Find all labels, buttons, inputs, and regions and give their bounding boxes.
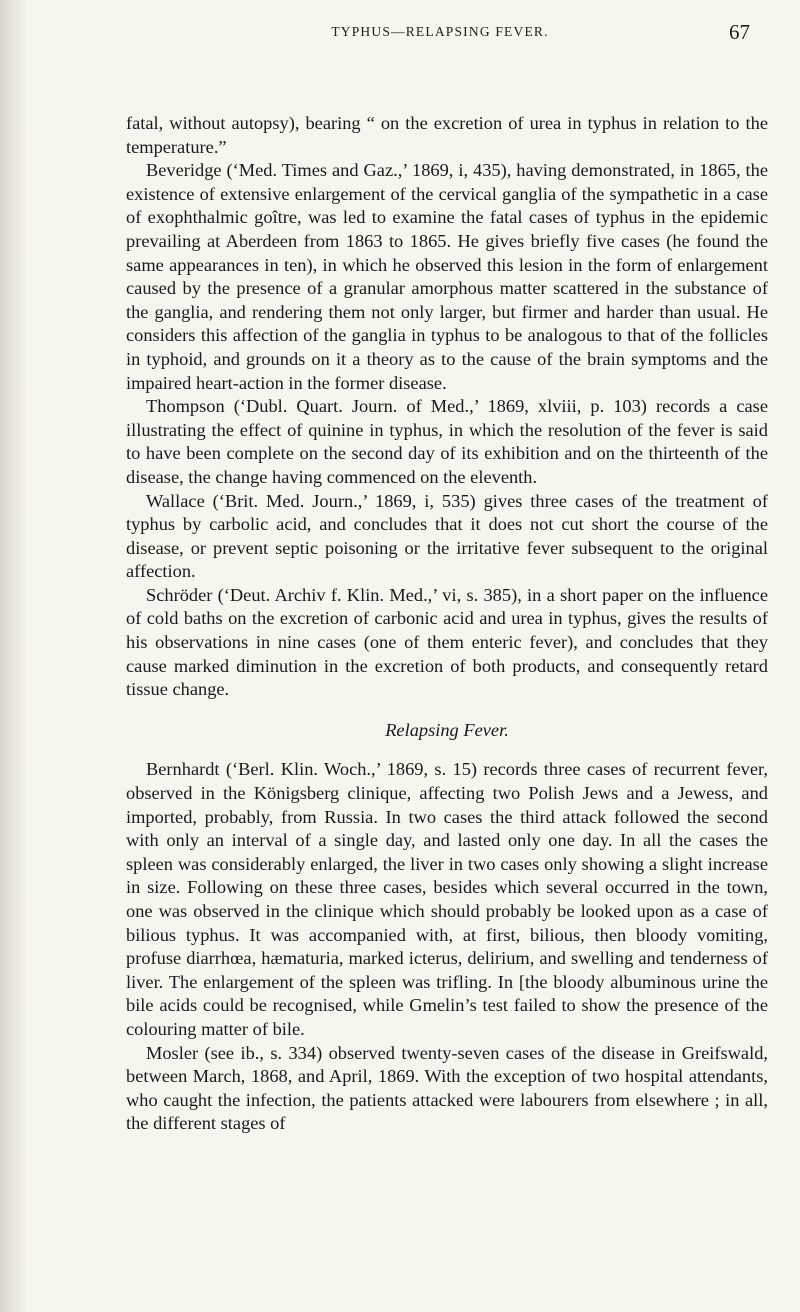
running-head-title: TYPHUS—RELAPSING FEVER. [331, 24, 549, 39]
running-head [130, 20, 750, 48]
page-number: 67 [729, 20, 750, 44]
paragraph-mosler: Mosler (see ib., s. 334) observed twenty-seven cases of the disease in Greifswald, between March, 1868, and April, 1869. With the exception of two hospital attendants, who caught the infection, the patients attacked were labourers from elsewhere ; in all, the different stages of [126, 1042, 768, 1134]
binding-shadow [0, 0, 30, 1312]
paragraph-bernhardt: Bernhardt (‘Berl. Klin. Woch.,’ 1869, s. 15) records three cases of recurrent fever, observed in the Königsberg clinique, affecting two Polish Jews and a Jewess, and imported, probably, from Russia. In two cases the third attack followed the second with only an interval of a single day, and lasted only one day. In all the cases the spleen was considerably enlarged, the liver in two cases only showing a slight increase in size. Following on these three cases, besides which several occurred in the town, one was observed in the clinique which should probably be looked upon as a case of bilious typhus. It was accompanied with, at first, bilious, then bloody vomiting, profuse diarrhœa, hæmaturia, marked icterus, delirium, and swelling and tenderness of liver. The enlargement of the spleen was trifling. In [the bloody albuminous urine the bile acids could be recognised, while Gmelin’s test failed to show the presence of the colouring matter of bile. [126, 759, 768, 1039]
body-text [126, 112, 768, 1136]
paragraph-thompson: Thompson (‘Dubl. Quart. Journ. of Med.,’ 1869, xlviii, p. 103) records a case illustrating the effect of quinine in typhus, in which the resolution of the fever is said to have been complete on the second day of its exhibition and on the thirteenth of the disease, the change having commenced on the eleventh. [126, 396, 768, 487]
paragraph-schroder: Schröder (‘Deut. Archiv f. Klin. Med.,’ vi, s. 385), in a short paper on the influence of cold baths on the excretion of carbonic acid and urea in typhus, gives the results of his observations in nine cases (one of them enteric fever), and concludes that they cause marked diminution in the excretion of both products, and consequently retard tissue change. [126, 584, 768, 700]
paragraph-continuation: fatal, without autopsy), bearing “ on the excretion of urea in typhus in relation to the temperature.” [126, 113, 768, 157]
paragraph-wallace: Wallace (‘Brit. Med. Journ.,’ 1869, i, 535) gives three cases of the treatment of typhus by carbolic acid, and concludes that it does not cut short the course of the disease, or prevent septic poisoning or the irritative fever subsequent to the original affection. [126, 490, 768, 582]
section-heading: Relapsing Fever. [385, 719, 509, 740]
paragraph-beveridge: Beveridge (‘Med. Times and Gaz.,’ 1869, i, 435), having demonstrated, in 1865, the existence of extensive enlargement of the cervical ganglia of the sympathetic in a case of exophthalmic goître, was led to examine the fatal cases of typhus in the epidemic prevailing at Aberdeen from 1863 to 1865. He gives briefly five cases (he found the same appearances in ten), in which he observed this lesion in the form of enlargement caused by the presence of a granular amorphous matter scattered in the substance of the ganglia, and rendering them not only larger, but firmer and harder than usual. He considers this affection of the ganglia in typhus to be analogous to that of the follicles in typhoid, and grounds on it a theory as to the cause of the brain symptoms and the impaired heart-action in the former disease. [126, 160, 768, 393]
